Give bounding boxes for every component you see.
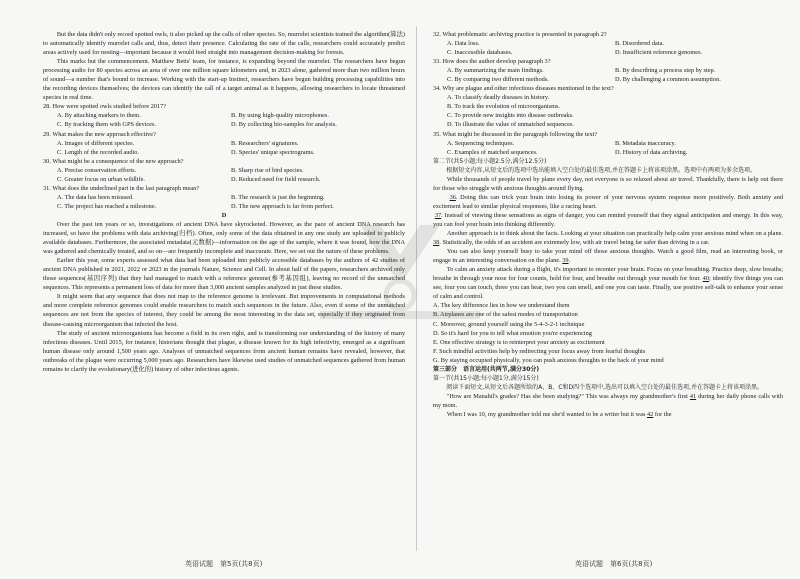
question-31 (43, 184, 405, 211)
passage-d-paragraph: The study of ancient microorganisms has become a field in its own right, and is transforming our understanding of the history of many infectious diseases. Until 2015, for instance, historians thought that plague, a disease known for its high infectivity, emerged as a significant human disease only around 1,500 years ago. Analyses of unmatched sequences from ancient human remains have revealed, however, that outbreaks of the plague were occurring 5,000 years ago. Researchers have likewise used studies of unmatched sequences gathered from human remains to clarify the evolutionary(进化的) history of other infectious agents. (43, 329, 405, 373)
option: A. Data loss. (447, 40, 480, 48)
option: A. Sequencing techniques. (447, 139, 515, 147)
option: D. By challenging a common assumption. (615, 76, 721, 84)
question-29 (43, 130, 405, 157)
option: B. The research is just the beginning. (231, 193, 325, 201)
cloze-paragraph: While thousands of people travel by plane every day, not everyone is so relaxed about air travel. Thankfully, there is help out there for those who struggle with anxious thoughts around flying. (433, 175, 783, 192)
passage-letter: D (221, 211, 227, 219)
option: A. To classify deadly diseases in history. (447, 94, 550, 102)
answer-option: B. Airplanes are one of the safest modes of transportation (433, 311, 578, 319)
blank-42: 42 (647, 410, 654, 418)
answer-option: F. Such mindful activities help by redirecting your focus away from fearful thoughts (433, 347, 646, 355)
question-stem: 29. What makes the new approach effective? (43, 130, 156, 138)
option: C. Length of the recorded audio. (57, 148, 140, 156)
page-footer: 英语试题 第5页(共8页) (185, 560, 263, 568)
option: D. Reduced need for field research. (231, 175, 321, 183)
answer-option: E. One effective strategy is to reinterpret your anxiety as excitement (433, 338, 605, 346)
right-column (433, 30, 783, 419)
blank-40: 40 (702, 275, 709, 283)
column-divider (416, 26, 417, 551)
question-stem: 31. What does the underlined part in the last paragraph mean? (43, 184, 200, 192)
blank-37: 37 (434, 211, 442, 219)
option: B. Researchers' signatures. (231, 139, 299, 147)
option: B. To track the evolution of microorganisms. (447, 103, 561, 111)
cloze-paragraph: 36. Doing this can trick your brain into losing its power of your nervous system response more positively. Both anxiety and excitement lead to similar physical responses, like a racing heart. (433, 193, 783, 210)
option: B. Metadata inaccuracy. (615, 139, 676, 147)
cloze-paragraph: Another approach is to think about the facts. Looking at your situation can practically help calm your anxious mind when on a plane. 38. Statistically, the odds of an accident are extremely low, with air travel being far safer than driving in a car. (433, 230, 783, 247)
option: C. Greater focus on urban wildlife. (57, 175, 145, 183)
option: D. By collecting bio-samples for analysis. (231, 121, 337, 129)
option: A. Precise conservation efforts. (57, 166, 137, 174)
cloze-paragraph: To calm an anxiety attack during a flight, it's important to recenter your brain. Focus on your breathing. Practice deep, slow breaths; breathe in through your nose for four counts, hold for four, and breathe out through your mouth for four. 40; identify five things you can see, four you can touch, three you can hear, two you can smell, and one you can taste. Finally, use positive self-talk to enhance your sense of calm and control. (433, 266, 783, 301)
passage-c-paragraph: But the data didn't only record spotted owls, it also picked up the calls of other species. So, murrelet scientists trained the algorithm(算法) to automatically identify murrelet calls and, thus, detect their presence. Calculating the rate of the calls, researchers could accurately predict areas actively used for nesting—important because it would feed straight into management decision-making for forests. (43, 31, 405, 57)
question-32 (433, 30, 783, 57)
section-instructions: 阅读下面短文,从短文后各题所给的A、B、C和D四个选项中,选出可以填入空白处的最佳选项,并在答题卡上将该项涂黑。 (446, 383, 763, 391)
answer-option: D. So it's hard for you to tell what emotion you're experiencing (433, 329, 592, 337)
answer-option: C. Moreover, ground yourself using the 5-4-3-2-1 technique (433, 320, 585, 328)
option: C. The project has reached a milestone. (57, 202, 157, 210)
question-stem: 35. What might be discussed in the paragraph following the text? (433, 130, 598, 138)
answer-option: G. By staying occupied physically, you can push anxious thoughts to the back of your mind (433, 356, 664, 364)
question-stem: 30. What might be a consequence of the new approach? (43, 157, 184, 165)
option: A. By attaching markers to them. (57, 112, 141, 120)
option: D. Insufficient reference genomes. (615, 49, 703, 57)
option: C. By tracking them with GPS devices. (57, 121, 156, 129)
section-instructions: 根据短文内容,从短文后的选项中选出能填入空白处的最佳选项,并在答题卡上将该项涂黑。选项中有两项为多余选项。 (446, 166, 757, 174)
option: C. Inaccessible databases. (447, 49, 513, 57)
passage-d-paragraph: Over the past ten years or so, investigations of ancient DNA have skyrocketed. However, as the pace of ancient DNA research has increased, so have the problems with data archiving(归档). Often, only some of the data obtained in any one study are uploaded to publicly available databases. Furthermore, the associated metadata(元数据)—information on the age of the sample, where it was found, how the DNA was gathered and chemically treated, and so on—are frequently incomplete and inaccurate. Here, we set out the nature of these problems. (43, 220, 405, 256)
passage-d-paragraph: It might seem that any sequence that does not map to the reference genome is irrelevant. But improvements in computational methods and more complete reference genomes could enable researchers to match such sequences in the future. Also, even if some of the unmatched sequences are not from the species of interest, they could be among the most interesting in the data set, especially if they originated from disease-causing microorganism that infected the host. (43, 293, 405, 328)
blank-38: 38 (433, 239, 440, 247)
question-34 (433, 84, 783, 129)
left-column (43, 30, 405, 374)
question-stem: 32. What problematic archiving practice is presented in paragraph 2? (433, 31, 607, 38)
question-stem: 28. How were spotted owls studied before 2017? (43, 103, 167, 111)
answer-option: A. The key difference lies in how we understand them (433, 302, 570, 310)
option: A. By summarizing the main findings. (447, 67, 544, 75)
option: A. Images of different species. (57, 139, 135, 147)
passage-c-paragraph: This marks but the commencement. Matthew Betts' team, for instance, is expanding beyond the murrelet. The researchers have begun processing audio for 80 species across an area of over one million square kilometers and, in 2023 alone, gathered more than two million hours of sound—a number that's bound to increase. Working with the start-up Instinct, researchers have begun building processing capabilities into the recording devices themselves; the devices can identify the call of a target animal as it happens, allowing researchers to locate threatened species in real time. (43, 58, 405, 102)
option: B. By describing a process step by step. (615, 67, 716, 75)
option: C. By comparing two different methods. (447, 76, 549, 84)
blank-41: 41 (689, 392, 697, 400)
question-stem: 34. Why are plague and other infectious diseases mentioned in the text? (433, 85, 614, 93)
option: C. Examples of matched sequences. (447, 148, 538, 156)
blank-39: 39 (562, 257, 569, 265)
option: D. The new approach is far from perfect. (231, 202, 334, 210)
option: C. To provide new insights into disease outbreaks. (447, 112, 574, 120)
part-heading: 第三部分 语言运用(共两节,满分30分) (433, 365, 540, 373)
option: A. The data has been misused. (57, 193, 134, 201)
option: D. To illustrate the value of unmatched sequences. (447, 121, 574, 129)
question-30 (43, 157, 405, 184)
option: B. By using high-quality microphones. (231, 112, 329, 120)
section-heading: 第一节(共15小题;每小题1分,满分15分) (433, 374, 539, 382)
option: D. Species' unique spectrograms. (231, 148, 315, 156)
cloze-paragraph: "How are Manahil's grades? Has she been studying?" This was always my grandmother's first 41 during her daily phone calls with my mom. (433, 392, 783, 409)
option: B. Disordered data. (615, 40, 664, 48)
page-footer: 英语试题 第6页(共8页) (575, 560, 653, 568)
cloze-paragraph: You can also keep yourself busy to take your mind off those anxious thoughts. Watch a good film, read an interesting book, or engage in an interesting conversation on the plane. 39. (433, 248, 783, 265)
question-33 (433, 57, 783, 84)
option: D. History of data archiving. (615, 148, 688, 156)
section-heading: 第二节(共5小题;每小题2.5分,满分12.5分) (433, 157, 547, 165)
question-28 (43, 102, 405, 129)
passage-d-paragraph: Earlier this year, some experts assessed what data had been uploaded into publicly accessible databases by the authors of 42 studies of ancient DNA published in 2021, 2022 or 2023 in the journals Nature, Science and Cell. In about half of the papers, researchers archived only those sequences(基因序列) that they had managed to match with a reference genome(参考基因组), leaving no record of the unmatched sequences. This represents a permanent loss of data for more than 3,000 ancient samples analyzed in just these studies. (43, 257, 405, 292)
question-stem: 33. How does the author develop paragraph 3? (433, 58, 551, 66)
question-35 (433, 130, 783, 157)
cloze-paragraph: When I was 10, my grandmother told me she'd wanted to be a writer but it was 42 for the (446, 410, 672, 418)
option: B. Sharp rise of bird species. (231, 166, 304, 174)
cloze-paragraph: 37. Instead of viewing these sensations as signs of danger, you can remind yourself that they signal anticipation and energy. In this way, you can fool your brain into thinking differently. (433, 211, 783, 228)
blank-36: 36 (449, 193, 456, 201)
